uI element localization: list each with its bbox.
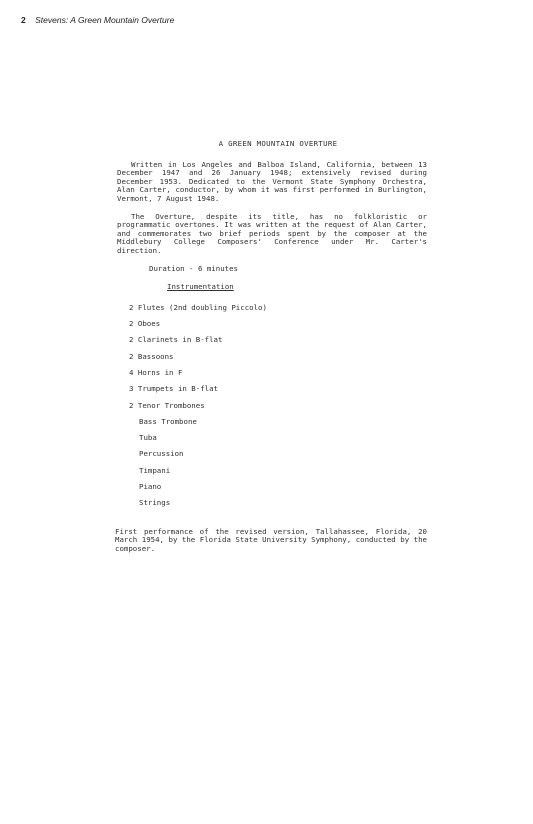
instrument-list <box>117 304 427 516</box>
instrument-item: 4 Horns in F <box>129 367 183 377</box>
composition-history-paragraph: Written in Los Angeles and Balboa Island, California, between 13 December 1947 and 26 January 1948; extensively revised during December 1953. Dedicated to the Vermont State Symphony Orchestra, Alan Carter, conductor, by whom it was first performed in Burlington, Vermont, 7 August 1948. <box>117 159 427 203</box>
page-number: 2 <box>21 15 26 25</box>
instrument-item: Percussion <box>139 449 184 459</box>
running-title: Stevens: A Green Mountain Overture <box>35 15 175 25</box>
instrument-item: Bass Trombone <box>139 416 197 426</box>
instrument-item: 2 Bassoons <box>129 351 174 361</box>
instrument-item: Strings <box>139 498 171 508</box>
document-title: A GREEN MOUNTAIN OVERTURE <box>218 139 338 148</box>
running-header <box>21 15 174 25</box>
instrument-item: Tuba <box>139 433 157 443</box>
instrument-item: 2 Oboes <box>129 319 161 329</box>
instrument-item: Piano <box>139 481 162 491</box>
revised-performance-note: First performance of the revised version, Tallahassee, Florida, 20 March 1954, by the Florida State University Symphony, conducted by the composer. <box>115 526 427 553</box>
duration-line: Duration - 6 minutes <box>149 263 238 273</box>
typescript-page <box>117 140 427 561</box>
instrument-item: 2 Flutes (2nd doubling Piccolo) <box>129 302 267 312</box>
instrument-item: 2 Tenor Trombones <box>129 400 205 410</box>
program-note-paragraph: The Overture, despite its title, has no folkloristic or programmatic overtones. It was written at the request of Alan Carter, and commemorates two brief periods spent by the composer at the Middlebury College Composers' Conference under Mr. Carter's direction. <box>117 211 427 255</box>
instrument-item: 3 Trumpets in B-flat <box>129 384 218 394</box>
instrument-item: 2 Clarinets in B-flat <box>129 335 223 345</box>
instrument-item: Timpani <box>139 465 171 475</box>
instrumentation-heading: Instrumentation <box>167 282 234 292</box>
